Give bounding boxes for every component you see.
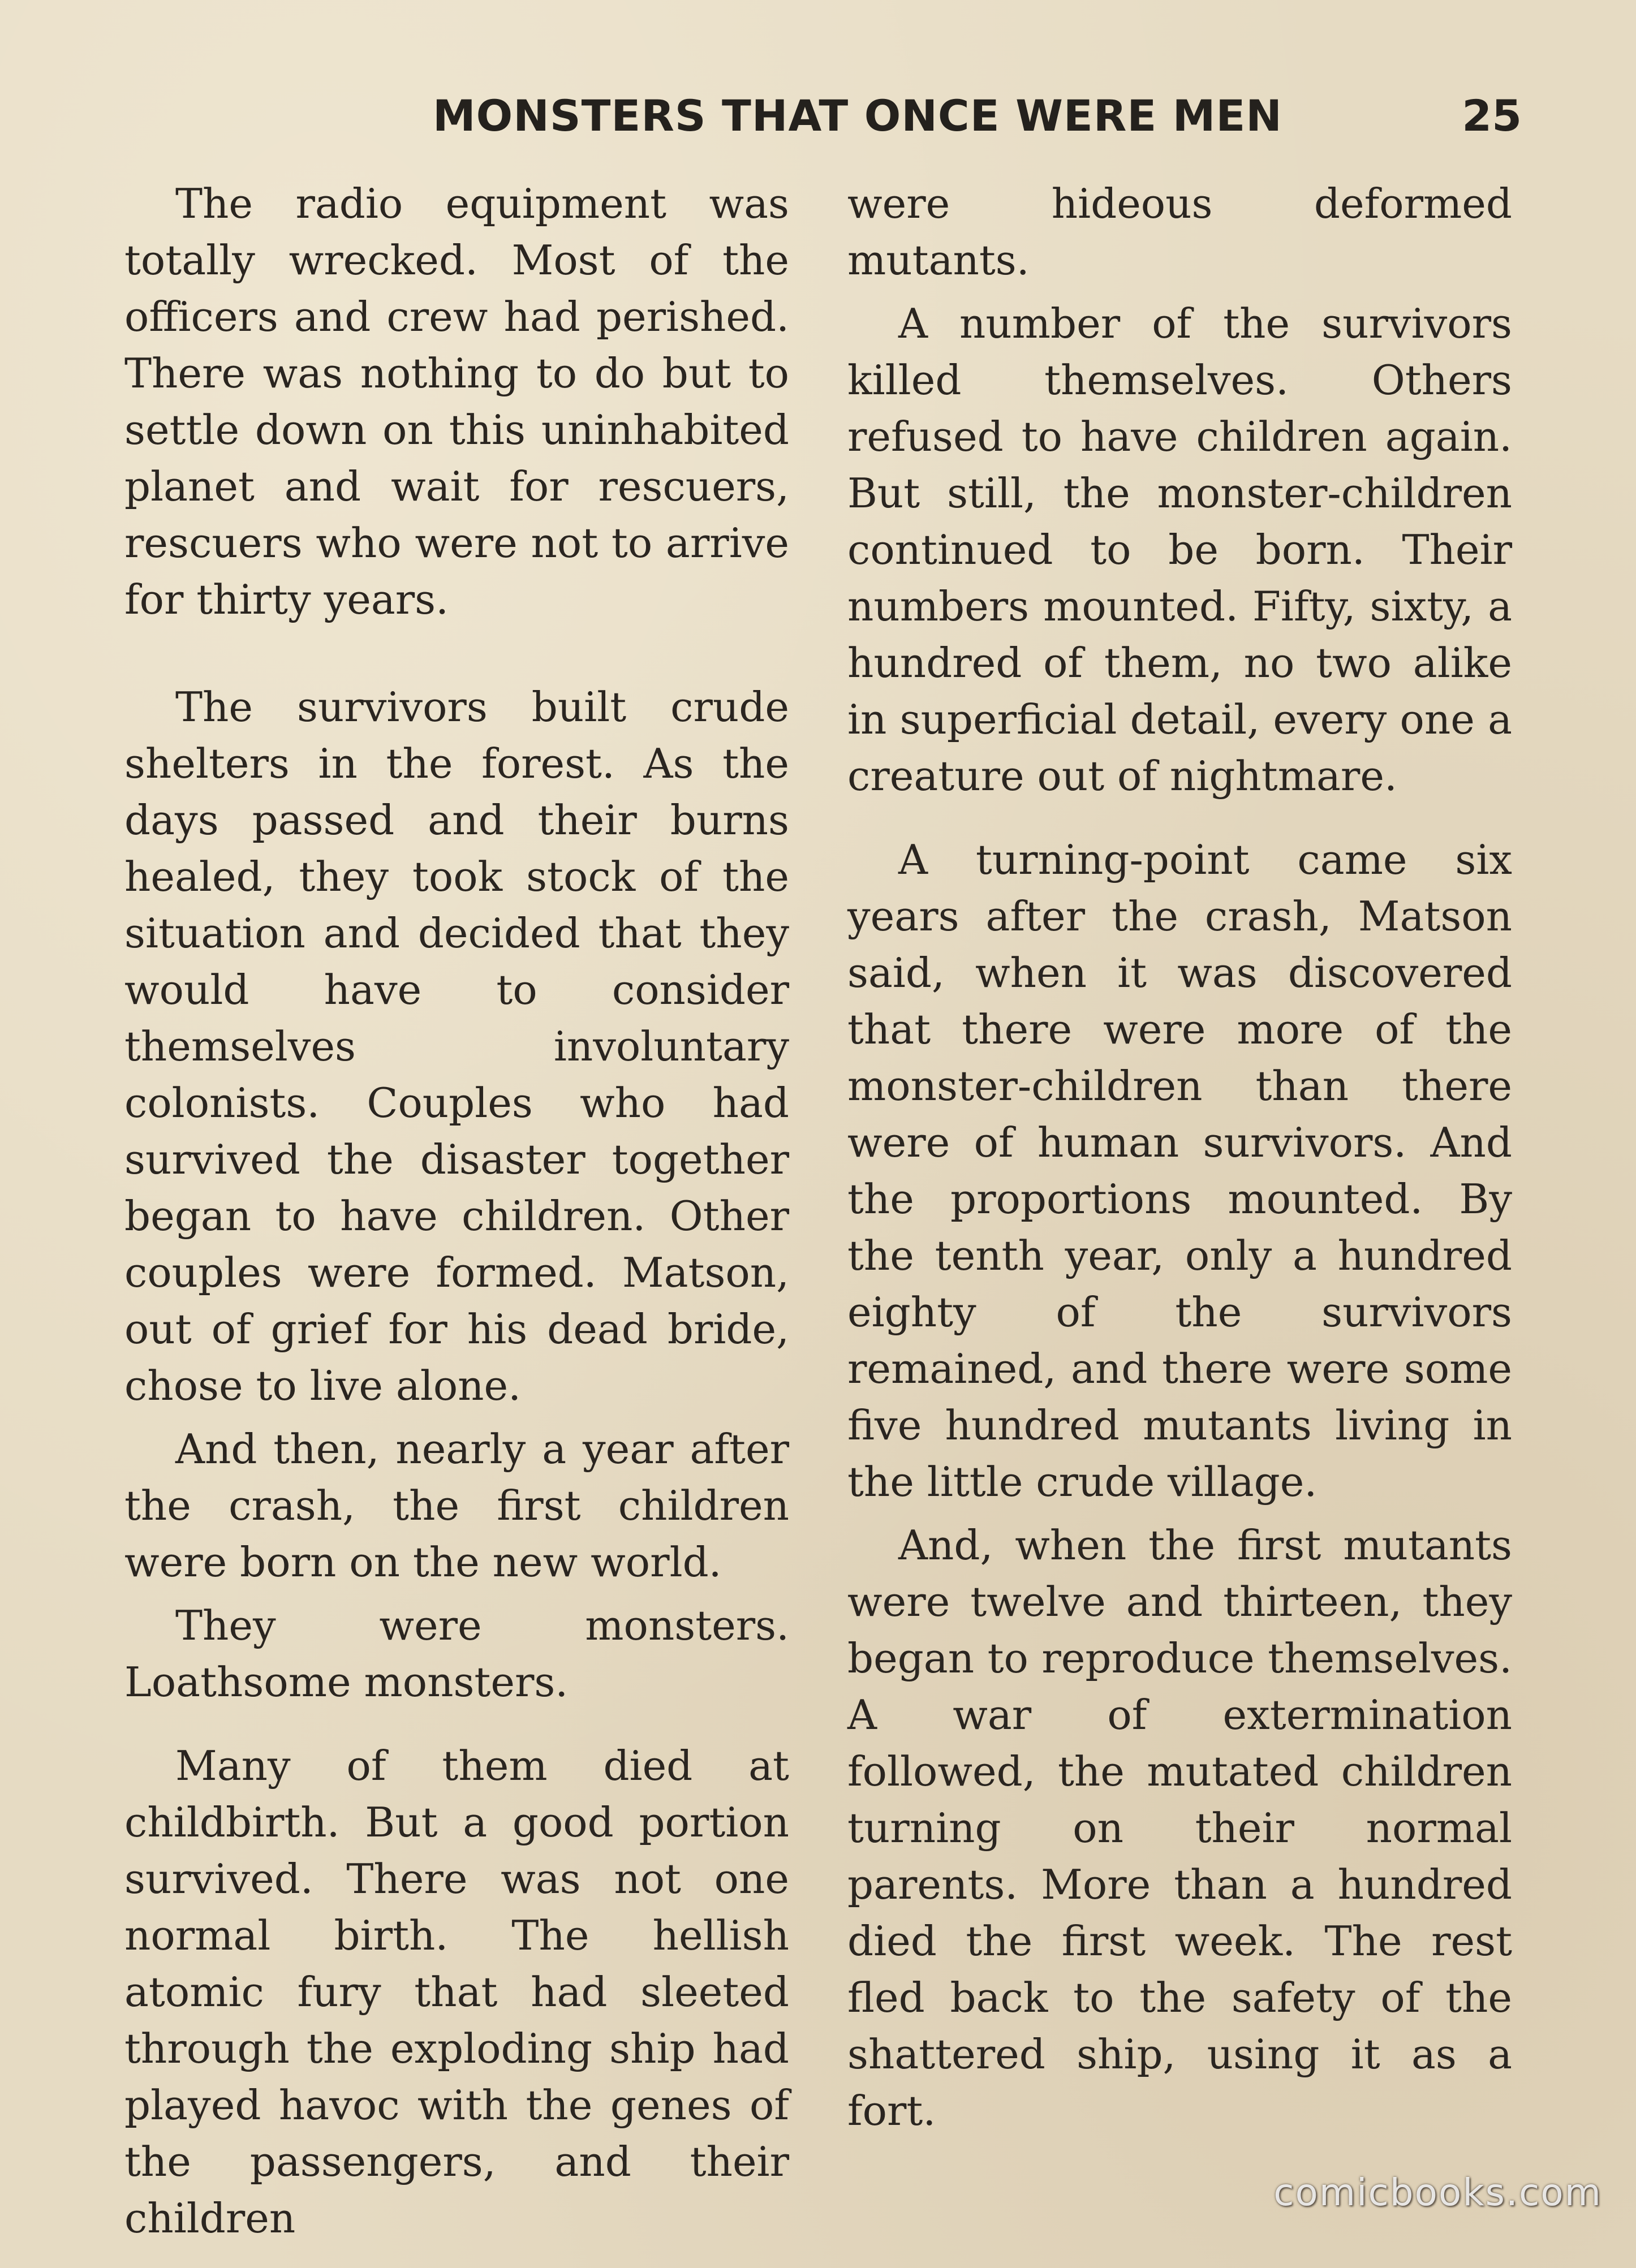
paragraph: A number of the survivors killed themselves. Others refused to have children again. But still, the monster-children continued to be born. Their numbers mounted. Fifty, sixty, a hundred of them, no two alike in superficial detail, every one a creature out of nightmare. [847,300,1512,800]
paragraph: And, when the first mutants were twelve and thirteen, they began to reproduce themselves. A war of extermination followed, the mutated children turning on their normal parents. More than a hundred died the first week. The rest fled back to the safety of the shattered ship, using it as a fort. [847,1521,1512,2135]
paragraph: were hideous deformed mutants. [847,180,1512,284]
left-column [124,175,789,2247]
paragraph: A turning-point came six years after the crash, Matson said, when it was discovered that there were more of the monster-children than there were of human survivors. And the proportions mounted. By the tenth year, only a hundred eighty of the survivors remained, and there were some five hundred mutants living in the little crude village. [847,836,1512,1506]
page-number: 25 [1462,90,1522,141]
right-column [847,175,1512,2139]
paragraph: Many of them died at childbirth. But a good portion survived. There was not one normal birth. The hellish atomic fury that had sleeted through the exploding ship had played havoc with the genes of the passengers, and their children [124,1742,789,2242]
paragraph: The survivors built crude shelters in the forest. As the days passed and their burns healed, they took stock of the situation and decided that they would have to consider themselves involuntary colonists. Couples who had survived the disaster together began to have children. Other couples were formed. Matson, out of grief for his dead bride, chose to live alone. [124,683,789,1409]
page-header [124,90,1522,158]
paragraph: The radio equipment was totally wrecked. Most of the officers and crew had perished. There was nothing to do but to settle down on this uninhabited planet and wait for rescuers, rescuers who were not to arrive for thirty years. [124,180,789,623]
paragraph: They were monsters. Loathsome monsters. [124,1602,789,1706]
watermark: comicbooks.com [1273,2171,1602,2214]
running-title: MONSTERS THAT ONCE WERE MEN [433,90,1282,141]
paragraph: And then, nearly a year after the crash, the first children were born on the new world. [124,1425,789,1586]
